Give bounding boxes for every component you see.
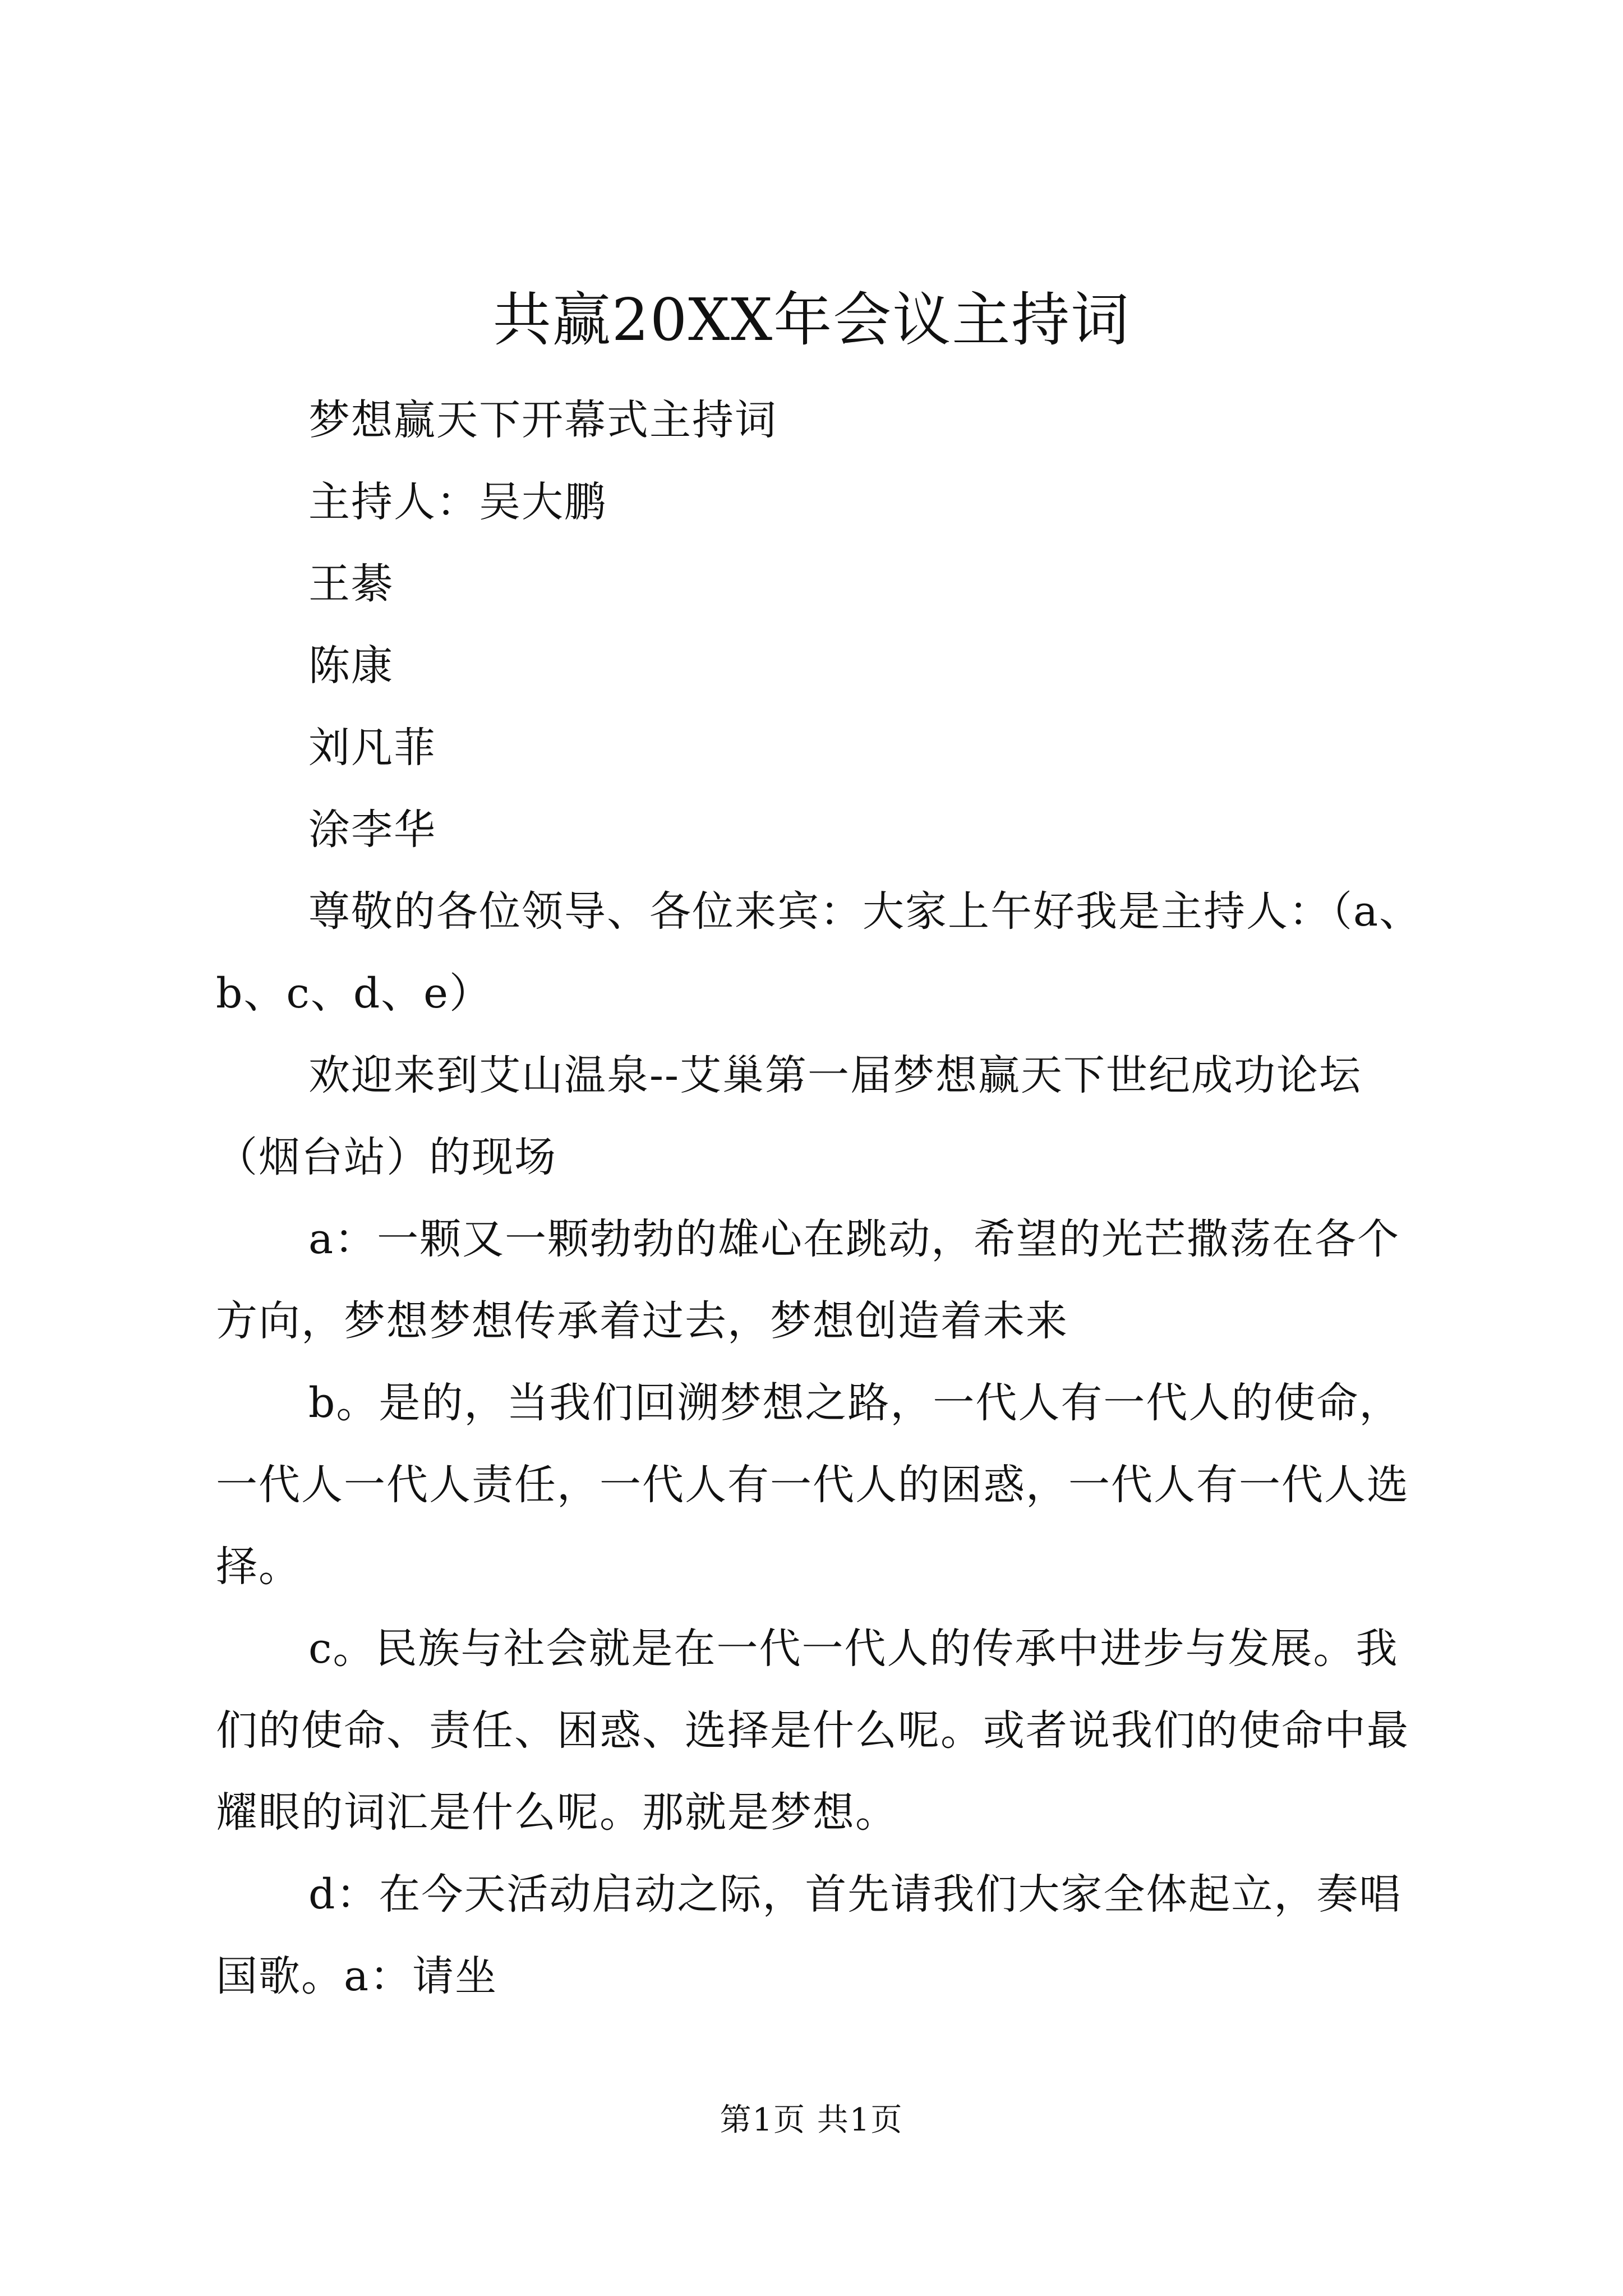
document-title: 共赢20XX年会议主持词 [492, 286, 1131, 354]
paragraph-greeting: 尊敬的各位领导、各位来宾：大家上午好我是主持人：（a、b、c、d、e） [216, 887, 1422, 1018]
paragraph-name-wang: 王綦 [308, 560, 394, 608]
paragraph-d: d：在今天活动启动之际，首先请我们大家全体起立，奏唱国歌。a：请坐 [216, 1870, 1402, 2000]
page-footer: 第1页 共1页 [720, 2102, 903, 2138]
paragraph-welcome: 欢迎来到艾山温泉--艾巢第一届梦想赢天下世纪成功论坛（烟台站）的现场 [216, 1051, 1362, 1181]
paragraph-name-tu: 涂李华 [308, 806, 436, 854]
paragraph-a: a：一颗又一颗勃勃的雄心在跳动，希望的光芒撒荡在各个方向，梦想梦想传承着过去，梦想创造着未来 [216, 1215, 1400, 1345]
document-body [216, 379, 1438, 2017]
paragraph-name-liu: 刘凡菲 [308, 724, 436, 772]
paragraph-subtitle: 梦想赢天下开幕式主持词 [308, 396, 777, 444]
paragraph-name-chen: 陈康 [308, 642, 394, 690]
paragraph-b: b。是的，当我们回溯梦想之路，一代人有一代人的使命，一代人一代人责任，一代人有一代人的困惑，一代人有一代人选择。 [216, 1379, 1409, 1591]
paragraph-host: 主持人：吴大鹏 [308, 478, 607, 526]
paragraph-c: c。民族与社会就是在一代一代人的传承中进步与发展。我们的使命、责任、困惑、选择是什么呢。或者说我们的使命中最耀眼的词汇是什么呢。那就是梦想。 [216, 1625, 1409, 1837]
